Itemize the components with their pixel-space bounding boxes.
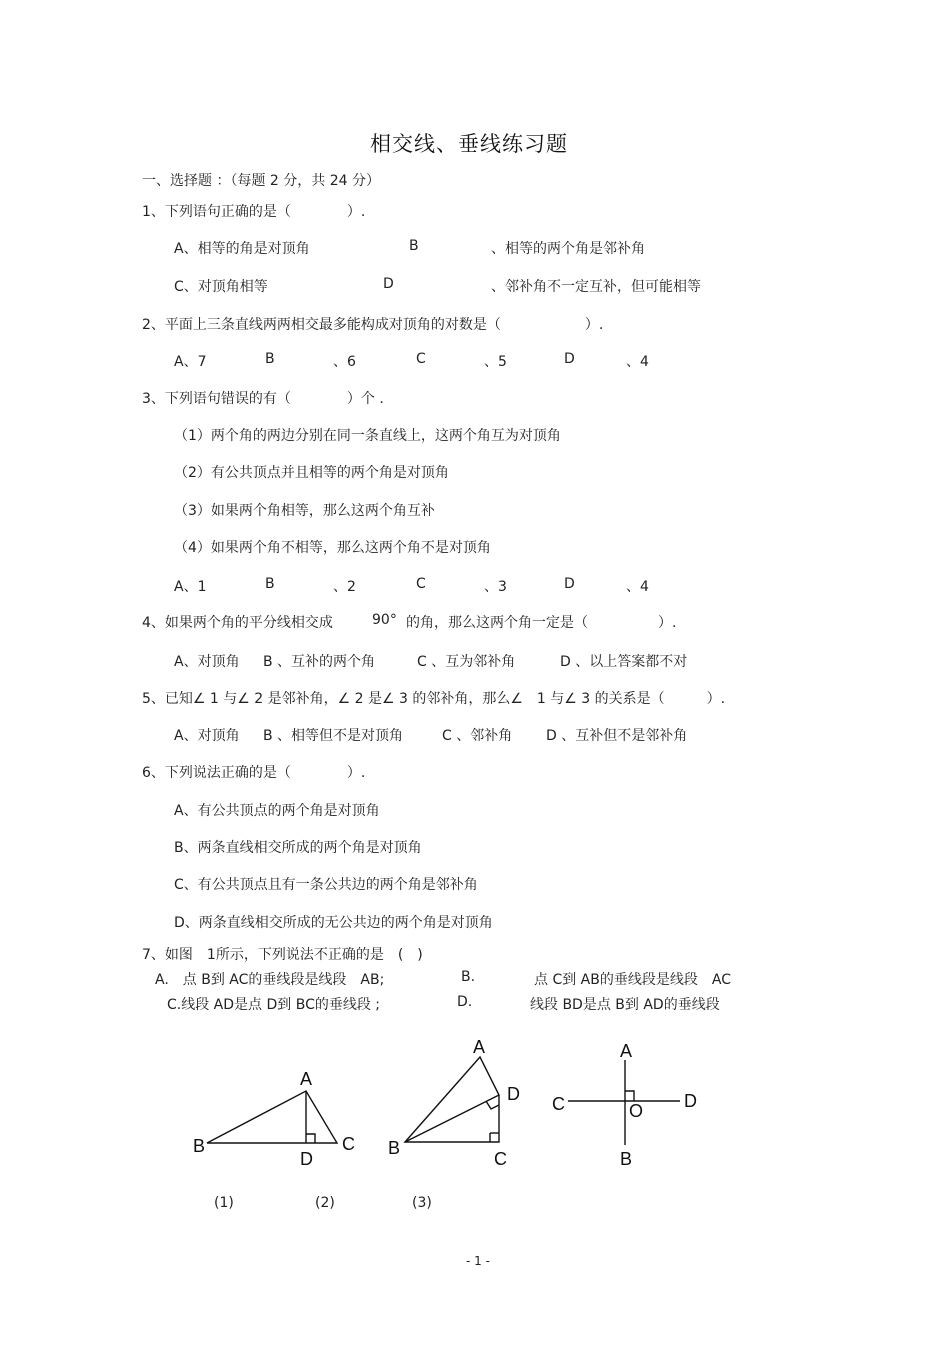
question-7-option-a: A. 点 B到 AC的垂线段是线段 AB; [155, 972, 385, 988]
question-3-option-b-letter: B [265, 576, 275, 592]
question-2-stem: 2、平面上三条直线两两相交最多能构成对顶角的对数是（ ）. [142, 317, 604, 333]
figure-2 [405, 1057, 499, 1142]
question-5-option-d: D 、互补但不是邻补角 [546, 728, 688, 744]
question-6-stem: 6、下列说法正确的是（ ）. [142, 765, 366, 781]
question-3-statement-4: （4）如果两个角不相等，那么这两个角不是对顶角 [174, 540, 491, 556]
question-3-statement-1: （1）两个角的两边分别在同一条直线上，这两个角互为对顶角 [174, 428, 561, 444]
question-4-option-b: B 、互补的两个角 [263, 654, 376, 670]
question-3-stem: 3、下列语句错误的有（ ）个 . [142, 391, 384, 407]
question-3-option-c-text: 、3 [484, 579, 507, 595]
figure-2-label-d: D [507, 1084, 520, 1104]
figure-3-label-a: A [620, 1041, 633, 1061]
question-2-option-c-letter: C [416, 351, 426, 367]
question-6-option-b: B、两条直线相交所成的两个角是对顶角 [174, 840, 422, 856]
question-1-option-b-text: 、相等的两个角是邻补角 [491, 241, 645, 257]
question-4-option-d: D 、以上答案都不对 [560, 654, 688, 670]
question-5-option-c: C 、邻补角 [442, 728, 513, 744]
figure-1-label-b: B [193, 1136, 206, 1156]
question-3-option-d-text: 、4 [626, 579, 649, 595]
question-2-option-d-letter: D [564, 351, 575, 367]
figure-2-diagonal [405, 1095, 499, 1142]
question-4-option-c: C 、互为邻补角 [417, 654, 516, 670]
question-1-option-a: A、相等的角是对顶角 [174, 241, 310, 257]
question-2-option-b-letter: B [265, 351, 275, 367]
question-4-stem-part-1: 4、如果两个角的平分线相交成 [142, 615, 333, 631]
figure-1-label-d: D [300, 1149, 313, 1169]
question-6-option-d: D、两条直线相交所成的无公共边的两个角是对顶角 [174, 915, 493, 931]
figure-3-right-angle-mark [625, 1091, 634, 1101]
question-2-option-b-text: 、6 [333, 354, 356, 370]
page-number: - 1 - [466, 1254, 490, 1268]
question-3-option-b-text: 、2 [333, 579, 356, 595]
question-7-option-d-letter: D. [457, 994, 473, 1010]
question-1-stem: 1、下列语句正确的是（ ）. [142, 204, 366, 220]
section-header: 一、选择题 ：（每题 2 分，共 24 分） [142, 173, 380, 189]
question-4-stem-part-2: 的角，那么这两个角一定是（ ）. [406, 615, 677, 631]
figure-1-triangle [207, 1091, 337, 1143]
figure-3-label-o: O [629, 1101, 644, 1121]
question-2-option-c-text: 、5 [484, 354, 507, 370]
figure-2-label-c: C [494, 1149, 507, 1169]
question-2-option-d-text: 、4 [626, 354, 649, 370]
question-3-option-d-letter: D [564, 576, 575, 592]
question-6-option-a: A、有公共顶点的两个角是对顶角 [174, 803, 380, 819]
question-1-option-d-letter: D [383, 276, 394, 292]
question-3-statement-3: （3）如果两个角相等，那么这两个角互补 [174, 503, 435, 519]
figure-3-label-c: C [552, 1094, 565, 1114]
figure-3 [568, 1060, 680, 1145]
question-3-statement-2: （2）有公共顶点并且相等的两个角是对顶角 [174, 465, 449, 481]
figure-caption-3: (3) [412, 1195, 432, 1211]
question-4-option-a: A、对顶角 [174, 654, 240, 670]
page-title: 相交线、垂线练习题 [370, 132, 568, 156]
question-1-option-d-text: 、邻补角不一定互补，但可能相等 [491, 279, 701, 295]
figure-1 [207, 1091, 337, 1143]
question-7-option-c: C.线段 AD是点 D到 BC的垂线段 ; [167, 997, 381, 1013]
question-7-option-d-text: 线段 BD是点 B到 AD的垂线段 [530, 997, 720, 1013]
question-2-option-a: A、7 [174, 354, 207, 370]
figure-3-label-b: B [620, 1149, 633, 1169]
question-5-option-a: A、对顶角 [174, 728, 240, 744]
figure-2-quadrilateral [405, 1057, 499, 1142]
figure-2-right-angle-mark-d [486, 1101, 499, 1109]
figure-1-right-angle-mark [306, 1134, 315, 1143]
figure-caption-2: (2) [315, 1195, 335, 1211]
question-4-stem-angle: 90° [372, 612, 397, 628]
question-7-option-b-letter: B. [461, 969, 476, 985]
figure-1-label-c: C [342, 1134, 355, 1154]
figure-caption-1: (1) [214, 1195, 234, 1211]
figure-2-label-a: A [473, 1037, 486, 1057]
question-6-option-c: C、有公共顶点且有一条公共边的两个角是邻补角 [174, 877, 478, 893]
question-1-option-c: C、对顶角相等 [174, 279, 268, 295]
question-3-option-c-letter: C [416, 576, 426, 592]
figure-2-label-b: B [388, 1138, 401, 1158]
figure-3-label-d: D [684, 1091, 697, 1111]
figures-diagram [0, 1030, 950, 1230]
question-7-stem: 7、如图 1所示，下列说法不正确的是 ( ) [142, 947, 423, 963]
question-3-option-a: A、1 [174, 579, 207, 595]
figure-1-label-a: A [300, 1069, 313, 1089]
question-5-option-b: B 、相等但不是对顶角 [263, 728, 404, 744]
question-1-option-b-letter: B [409, 238, 419, 254]
question-5-stem: 5、已知∠ 1 与∠ 2 是邻补角，∠ 2 是∠ 3 的邻补角，那么∠ 1 与∠ 3 的关系是（ ）. [142, 691, 726, 707]
question-7-option-b-text: 点 C到 AB的垂线段是线段 AC [534, 972, 731, 988]
